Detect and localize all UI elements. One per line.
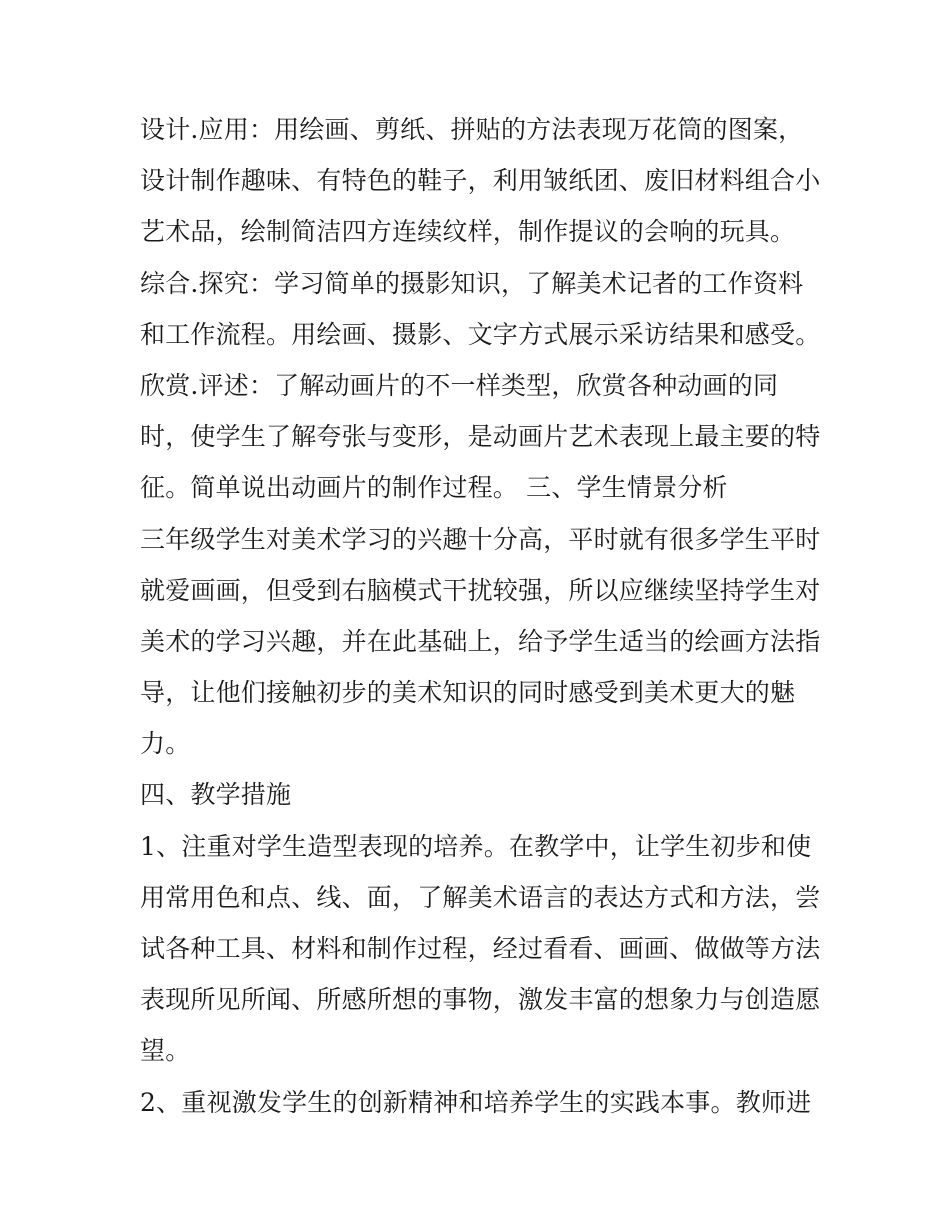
text-line: 就爱画画，但受到右脑模式干扰较强，所以应继续坚持学生对 (140, 575, 821, 605)
text-line: 三年级学生对美术学习的兴趣十分高，平时就有很多学生平时 (140, 524, 821, 554)
text-line: 用常用色和点、线、面，了解美术语言的表达方式和方法，尝 (140, 882, 821, 912)
text-line: 美术的学习兴趣，并在此基础上，给予学生适当的绘画方法指 (140, 626, 821, 656)
text-line: 设计.应用：用绘画、剪纸、拼贴的方法表现万花筒的图案， (140, 115, 804, 144)
text-line: 导，让他们接触初步的美术知识的同时感受到美术更大的魅 (140, 678, 796, 708)
text-line: 1、注重对学生造型表现的培养。在教学中，让学生初步和使 (140, 831, 812, 861)
section-heading: 四、教学措施 (140, 780, 292, 810)
text-line: 时，使学生了解夸张与变形，是动画片艺术表现上最主要的特 (140, 422, 821, 452)
text-line: 综合.探究：学习简单的摄影知识，了解美术记者的工作资料 (140, 268, 804, 298)
text-line: 试各种工具、材料和制作过程，经过看看、画画、做做等方法 (140, 934, 821, 963)
text-line: 望。 (140, 1036, 191, 1066)
text-line: 欣赏.评述：了解动画片的不一样类型，欣赏各种动画的同 (140, 370, 779, 400)
text-line: 力。 (140, 729, 191, 759)
text-line: 和工作流程。用绘画、摄影、文字方式展示采访结果和感受。 (140, 319, 821, 349)
text-line: 表现所见所闻、所感所想的事物，激发丰富的想象力与创造愿 (140, 985, 821, 1015)
document-body (140, 104, 830, 1128)
text-line: 设计制作趣味、有特色的鞋子，利用皱纸团、废旧材料组合小 (140, 166, 821, 196)
text-line: 征。简单说出动画片的制作过程。 三、学生情景分析 (140, 473, 728, 503)
text-line: 艺术品，绘制简洁四方连续纹样，制作提议的会响的玩具。 (140, 217, 796, 247)
text-line: 2、重视激发学生的创新精神和培养学生的实践本事。教师进 (140, 1087, 812, 1117)
